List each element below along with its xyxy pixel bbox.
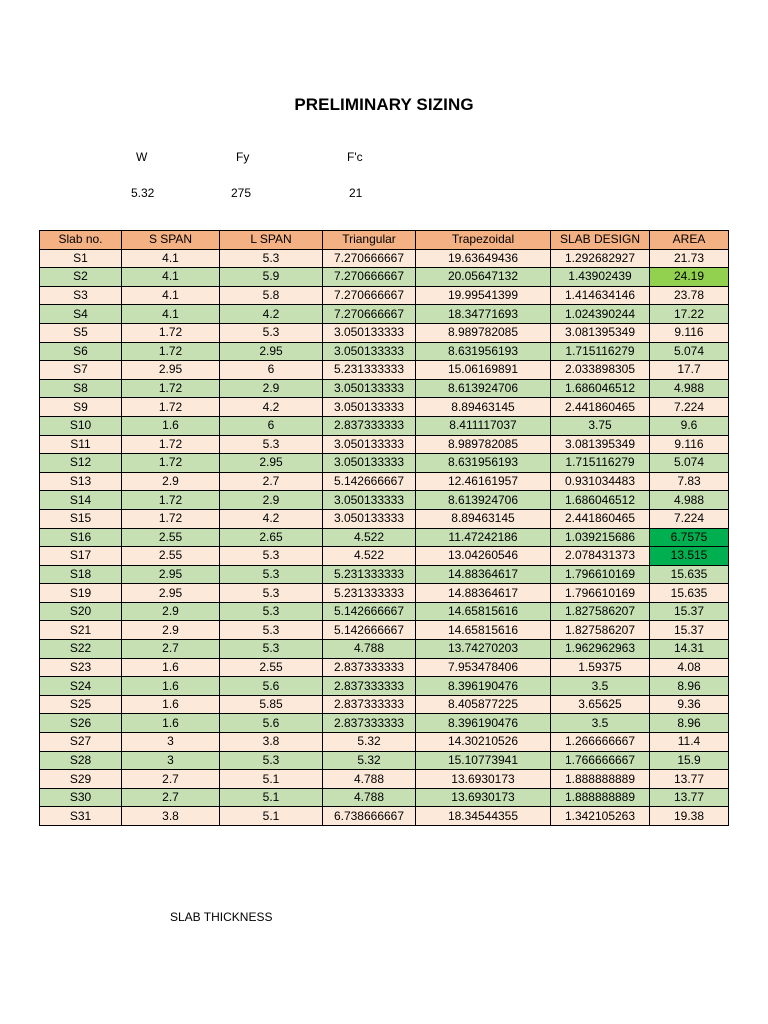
slab-design-cell: 1.715116279 — [551, 342, 650, 361]
area-cell: 8.96 — [650, 677, 729, 696]
table-row — [40, 788, 729, 807]
w-value: 5.32 — [131, 186, 155, 200]
area-cell: 15.37 — [650, 602, 729, 621]
slab-no-cell: S17 — [40, 547, 122, 566]
slab-thickness-label: SLAB THICKNESS — [170, 910, 273, 924]
area-cell: 5.074 — [650, 342, 729, 361]
trapezoidal-cell: 19.63649436 — [416, 249, 551, 268]
table-row — [40, 286, 729, 305]
l-span-cell: 5.8 — [220, 286, 323, 305]
l-span-cell: 2.9 — [220, 379, 323, 398]
slab-no-cell: S24 — [40, 677, 122, 696]
area-header: AREA — [650, 231, 729, 250]
table-header-row — [40, 231, 729, 250]
table-row — [40, 602, 729, 621]
slab-no-cell: S21 — [40, 621, 122, 640]
slab-no-cell: S18 — [40, 565, 122, 584]
triangular-cell: 3.050133333 — [323, 454, 416, 473]
l-span-cell: 2.95 — [220, 342, 323, 361]
table-row — [40, 584, 729, 603]
trapezoidal-cell: 18.34544355 — [416, 807, 551, 826]
s-span-cell: 2.95 — [122, 584, 220, 603]
slab-design-cell: 3.75 — [551, 416, 650, 435]
trapezoidal-cell: 7.953478406 — [416, 658, 551, 677]
slab-design-cell: 1.827586207 — [551, 602, 650, 621]
slab-design-cell: 1.292682927 — [551, 249, 650, 268]
s-span-cell: 3.8 — [122, 807, 220, 826]
l-span-cell: 2.95 — [220, 454, 323, 473]
area-cell: 9.116 — [650, 435, 729, 454]
slab-design-cell: 1.266666667 — [551, 733, 650, 752]
s-span-cell: 2.55 — [122, 547, 220, 566]
slab-design-cell: 1.414634146 — [551, 286, 650, 305]
area-cell: 9.6 — [650, 416, 729, 435]
trapezoidal-cell: 18.34771693 — [416, 305, 551, 324]
table-row — [40, 640, 729, 659]
l-span-cell: 5.3 — [220, 751, 323, 770]
slab-no-cell: S10 — [40, 416, 122, 435]
trapezoidal-cell: 8.989782085 — [416, 435, 551, 454]
s-span-cell: 1.6 — [122, 658, 220, 677]
l-span-cell: 6 — [220, 361, 323, 380]
table-row — [40, 751, 729, 770]
area-cell: 4.988 — [650, 379, 729, 398]
triangular-cell: 7.270666667 — [323, 305, 416, 324]
slab-design-header: SLAB DESIGN — [551, 231, 650, 250]
l-span-cell: 4.2 — [220, 305, 323, 324]
trapezoidal-cell: 15.06169891 — [416, 361, 551, 380]
triangular-cell: 3.050133333 — [323, 398, 416, 417]
l-span-cell: 5.85 — [220, 695, 323, 714]
trapezoidal-cell: 13.6930173 — [416, 770, 551, 789]
s-span-cell: 1.72 — [122, 454, 220, 473]
triangular-cell: 3.050133333 — [323, 379, 416, 398]
slab-sizing-table — [39, 230, 729, 826]
slab-no-cell: S20 — [40, 602, 122, 621]
slab-no-cell: S23 — [40, 658, 122, 677]
table-row — [40, 361, 729, 380]
slab-no-cell: S7 — [40, 361, 122, 380]
l-span-cell: 2.55 — [220, 658, 323, 677]
s-span-cell: 1.72 — [122, 435, 220, 454]
trapezoidal-cell: 14.65815616 — [416, 602, 551, 621]
l-span-cell: 5.1 — [220, 770, 323, 789]
l-span-cell: 3.8 — [220, 733, 323, 752]
trapezoidal-cell: 8.89463145 — [416, 398, 551, 417]
l-span-cell: 4.2 — [220, 509, 323, 528]
l-span-cell: 5.6 — [220, 677, 323, 696]
slab-no-header: Slab no. — [40, 231, 122, 250]
table-row — [40, 733, 729, 752]
triangular-cell: 6.738666667 — [323, 807, 416, 826]
slab-design-cell: 3.5 — [551, 714, 650, 733]
fy-value: 275 — [231, 186, 252, 200]
s-span-cell: 1.6 — [122, 695, 220, 714]
area-cell: 13.77 — [650, 788, 729, 807]
s-span-cell: 4.1 — [122, 305, 220, 324]
s-span-cell: 4.1 — [122, 268, 220, 287]
triangular-cell: 5.231333333 — [323, 565, 416, 584]
trapezoidal-cell: 8.989782085 — [416, 323, 551, 342]
s-span-cell: 1.72 — [122, 342, 220, 361]
table-row — [40, 491, 729, 510]
area-cell: 21.73 — [650, 249, 729, 268]
s-span-cell: 2.7 — [122, 640, 220, 659]
triangular-cell: 5.231333333 — [323, 584, 416, 603]
triangular-cell: 5.142666667 — [323, 621, 416, 640]
slab-design-cell: 1.715116279 — [551, 454, 650, 473]
triangular-cell: 5.142666667 — [323, 602, 416, 621]
area-cell: 15.635 — [650, 584, 729, 603]
table-row — [40, 807, 729, 826]
area-cell: 7.224 — [650, 509, 729, 528]
trapezoidal-cell: 8.631956193 — [416, 454, 551, 473]
s-span-cell: 2.95 — [122, 361, 220, 380]
w-label: W — [136, 150, 148, 164]
table-row — [40, 472, 729, 491]
s-span-cell: 1.72 — [122, 509, 220, 528]
area-cell: 13.77 — [650, 770, 729, 789]
table-row — [40, 621, 729, 640]
slab-design-cell: 3.5 — [551, 677, 650, 696]
slab-no-cell: S11 — [40, 435, 122, 454]
area-cell: 8.96 — [650, 714, 729, 733]
slab-design-cell: 2.441860465 — [551, 398, 650, 417]
table-row — [40, 528, 729, 547]
triangular-cell: 2.837333333 — [323, 714, 416, 733]
slab-design-cell: 1.59375 — [551, 658, 650, 677]
slab-no-cell: S29 — [40, 770, 122, 789]
trapezoidal-cell: 14.88364617 — [416, 584, 551, 603]
slab-design-cell: 2.078431373 — [551, 547, 650, 566]
s-span-cell: 1.72 — [122, 491, 220, 510]
triangular-cell: 4.788 — [323, 788, 416, 807]
table-row — [40, 714, 729, 733]
trapezoidal-cell: 8.613924706 — [416, 379, 551, 398]
slab-no-cell: S9 — [40, 398, 122, 417]
trapezoidal-cell: 13.6930173 — [416, 788, 551, 807]
l-span-cell: 5.9 — [220, 268, 323, 287]
triangular-cell: 4.788 — [323, 770, 416, 789]
trapezoidal-cell: 8.613924706 — [416, 491, 551, 510]
slab-no-cell: S16 — [40, 528, 122, 547]
table-row — [40, 305, 729, 324]
area-cell: 15.635 — [650, 565, 729, 584]
triangular-cell: 2.837333333 — [323, 677, 416, 696]
slab-no-cell: S5 — [40, 323, 122, 342]
triangular-cell: 4.522 — [323, 528, 416, 547]
area-cell: 4.08 — [650, 658, 729, 677]
trapezoidal-cell: 8.396190476 — [416, 714, 551, 733]
slab-no-cell: S8 — [40, 379, 122, 398]
s-span-cell: 1.6 — [122, 714, 220, 733]
s-span-cell: 1.6 — [122, 677, 220, 696]
table-row — [40, 249, 729, 268]
triangular-cell: 7.270666667 — [323, 249, 416, 268]
s-span-cell: 2.7 — [122, 788, 220, 807]
area-cell: 15.37 — [650, 621, 729, 640]
slab-no-cell: S15 — [40, 509, 122, 528]
l-span-cell: 5.3 — [220, 323, 323, 342]
l-span-cell: 5.3 — [220, 249, 323, 268]
triangular-cell: 3.050133333 — [323, 491, 416, 510]
slab-no-cell: S26 — [40, 714, 122, 733]
slab-design-cell: 1.888888889 — [551, 788, 650, 807]
table-row — [40, 695, 729, 714]
area-cell: 14.31 — [650, 640, 729, 659]
trapezoidal-cell: 14.65815616 — [416, 621, 551, 640]
s-span-cell: 1.72 — [122, 323, 220, 342]
area-cell: 19.38 — [650, 807, 729, 826]
slab-no-cell: S6 — [40, 342, 122, 361]
triangular-cell: 5.32 — [323, 751, 416, 770]
area-cell: 9.36 — [650, 695, 729, 714]
slab-no-cell: S25 — [40, 695, 122, 714]
triangular-cell: 7.270666667 — [323, 268, 416, 287]
s-span-cell: 2.7 — [122, 770, 220, 789]
table-row — [40, 454, 729, 473]
triangular-cell: 2.837333333 — [323, 658, 416, 677]
l-span-cell: 2.65 — [220, 528, 323, 547]
l-span-cell: 5.3 — [220, 435, 323, 454]
slab-design-cell: 1.796610169 — [551, 565, 650, 584]
area-cell: 17.7 — [650, 361, 729, 380]
triangular-header: Triangular — [323, 231, 416, 250]
l-span-cell: 5.3 — [220, 621, 323, 640]
trapezoidal-cell: 13.74270203 — [416, 640, 551, 659]
slab-design-cell: 0.931034483 — [551, 472, 650, 491]
slab-design-cell: 3.081395349 — [551, 435, 650, 454]
table-body — [40, 249, 729, 825]
trapezoidal-cell: 8.631956193 — [416, 342, 551, 361]
fc-value: 21 — [349, 186, 363, 200]
l-span-cell: 2.9 — [220, 491, 323, 510]
l-span-header: L SPAN — [220, 231, 323, 250]
triangular-cell: 3.050133333 — [323, 509, 416, 528]
s-span-cell: 4.1 — [122, 286, 220, 305]
area-cell: 6.7575 — [650, 528, 729, 547]
slab-no-cell: S19 — [40, 584, 122, 603]
slab-design-cell: 1.686046512 — [551, 379, 650, 398]
table-row — [40, 398, 729, 417]
s-span-cell: 2.9 — [122, 602, 220, 621]
area-cell: 15.9 — [650, 751, 729, 770]
table-row — [40, 509, 729, 528]
area-cell: 7.224 — [650, 398, 729, 417]
triangular-cell: 2.837333333 — [323, 416, 416, 435]
trapezoidal-cell: 8.405877225 — [416, 695, 551, 714]
triangular-cell: 3.050133333 — [323, 323, 416, 342]
l-span-cell: 5.3 — [220, 640, 323, 659]
triangular-cell: 5.142666667 — [323, 472, 416, 491]
triangular-cell: 2.837333333 — [323, 695, 416, 714]
s-span-cell: 1.72 — [122, 379, 220, 398]
slab-no-cell: S1 — [40, 249, 122, 268]
slab-design-cell: 1.766666667 — [551, 751, 650, 770]
triangular-cell: 4.522 — [323, 547, 416, 566]
slab-no-cell: S4 — [40, 305, 122, 324]
table-row — [40, 770, 729, 789]
area-cell: 4.988 — [650, 491, 729, 510]
slab-design-cell: 2.033898305 — [551, 361, 650, 380]
triangular-cell: 4.788 — [323, 640, 416, 659]
trapezoidal-cell: 13.04260546 — [416, 547, 551, 566]
slab-no-cell: S28 — [40, 751, 122, 770]
slab-no-cell: S3 — [40, 286, 122, 305]
table-row — [40, 323, 729, 342]
s-span-cell: 3 — [122, 733, 220, 752]
l-span-cell: 5.3 — [220, 584, 323, 603]
area-cell: 7.83 — [650, 472, 729, 491]
slab-design-cell: 1.796610169 — [551, 584, 650, 603]
slab-no-cell: S31 — [40, 807, 122, 826]
s-span-cell: 2.55 — [122, 528, 220, 547]
area-cell: 17.22 — [650, 305, 729, 324]
trapezoidal-cell: 14.30210526 — [416, 733, 551, 752]
slab-design-cell: 1.342105263 — [551, 807, 650, 826]
slab-design-cell: 1.827586207 — [551, 621, 650, 640]
l-span-cell: 5.3 — [220, 565, 323, 584]
table-row — [40, 435, 729, 454]
page-title: PRELIMINARY SIZING — [294, 95, 474, 114]
s-span-cell: 4.1 — [122, 249, 220, 268]
table-row — [40, 416, 729, 435]
trapezoidal-cell: 8.396190476 — [416, 677, 551, 696]
l-span-cell: 5.3 — [220, 547, 323, 566]
l-span-cell: 4.2 — [220, 398, 323, 417]
l-span-cell: 2.7 — [220, 472, 323, 491]
triangular-cell: 7.270666667 — [323, 286, 416, 305]
table-row — [40, 379, 729, 398]
table-row — [40, 658, 729, 677]
triangular-cell: 5.32 — [323, 733, 416, 752]
s-span-header: S SPAN — [122, 231, 220, 250]
fc-label: F'c — [347, 150, 363, 164]
slab-design-cell: 1.039215686 — [551, 528, 650, 547]
slab-design-cell: 1.43902439 — [551, 268, 650, 287]
slab-no-cell: S27 — [40, 733, 122, 752]
trapezoidal-cell: 12.46161957 — [416, 472, 551, 491]
table-row — [40, 565, 729, 584]
trapezoidal-cell: 8.411117037 — [416, 416, 551, 435]
s-span-cell: 3 — [122, 751, 220, 770]
slab-no-cell: S12 — [40, 454, 122, 473]
l-span-cell: 5.1 — [220, 788, 323, 807]
trapezoidal-header: Trapezoidal — [416, 231, 551, 250]
trapezoidal-cell: 11.47242186 — [416, 528, 551, 547]
trapezoidal-cell: 15.10773941 — [416, 751, 551, 770]
table-row — [40, 342, 729, 361]
area-cell: 5.074 — [650, 454, 729, 473]
slab-no-cell: S30 — [40, 788, 122, 807]
table-row — [40, 268, 729, 287]
slab-no-cell: S22 — [40, 640, 122, 659]
slab-no-cell: S14 — [40, 491, 122, 510]
area-cell: 9.116 — [650, 323, 729, 342]
l-span-cell: 5.1 — [220, 807, 323, 826]
trapezoidal-cell: 19.99541399 — [416, 286, 551, 305]
slab-design-cell: 1.888888889 — [551, 770, 650, 789]
s-span-cell: 2.95 — [122, 565, 220, 584]
trapezoidal-cell: 20.05647132 — [416, 268, 551, 287]
s-span-cell: 2.9 — [122, 621, 220, 640]
table-row — [40, 677, 729, 696]
triangular-cell: 5.231333333 — [323, 361, 416, 380]
slab-no-cell: S13 — [40, 472, 122, 491]
area-cell: 23.78 — [650, 286, 729, 305]
area-cell: 24.19 — [650, 268, 729, 287]
slab-no-cell: S2 — [40, 268, 122, 287]
s-span-cell: 1.72 — [122, 398, 220, 417]
fy-label: Fy — [236, 150, 250, 164]
slab-design-cell: 1.024390244 — [551, 305, 650, 324]
area-cell: 13.515 — [650, 547, 729, 566]
l-span-cell: 5.6 — [220, 714, 323, 733]
slab-design-cell: 1.686046512 — [551, 491, 650, 510]
slab-design-cell: 2.441860465 — [551, 509, 650, 528]
trapezoidal-cell: 14.88364617 — [416, 565, 551, 584]
triangular-cell: 3.050133333 — [323, 435, 416, 454]
s-span-cell: 1.6 — [122, 416, 220, 435]
slab-design-cell: 3.081395349 — [551, 323, 650, 342]
l-span-cell: 5.3 — [220, 602, 323, 621]
slab-design-cell: 1.962962963 — [551, 640, 650, 659]
trapezoidal-cell: 8.89463145 — [416, 509, 551, 528]
area-cell: 11.4 — [650, 733, 729, 752]
table-row — [40, 547, 729, 566]
l-span-cell: 6 — [220, 416, 323, 435]
s-span-cell: 2.9 — [122, 472, 220, 491]
triangular-cell: 3.050133333 — [323, 342, 416, 361]
slab-design-cell: 3.65625 — [551, 695, 650, 714]
